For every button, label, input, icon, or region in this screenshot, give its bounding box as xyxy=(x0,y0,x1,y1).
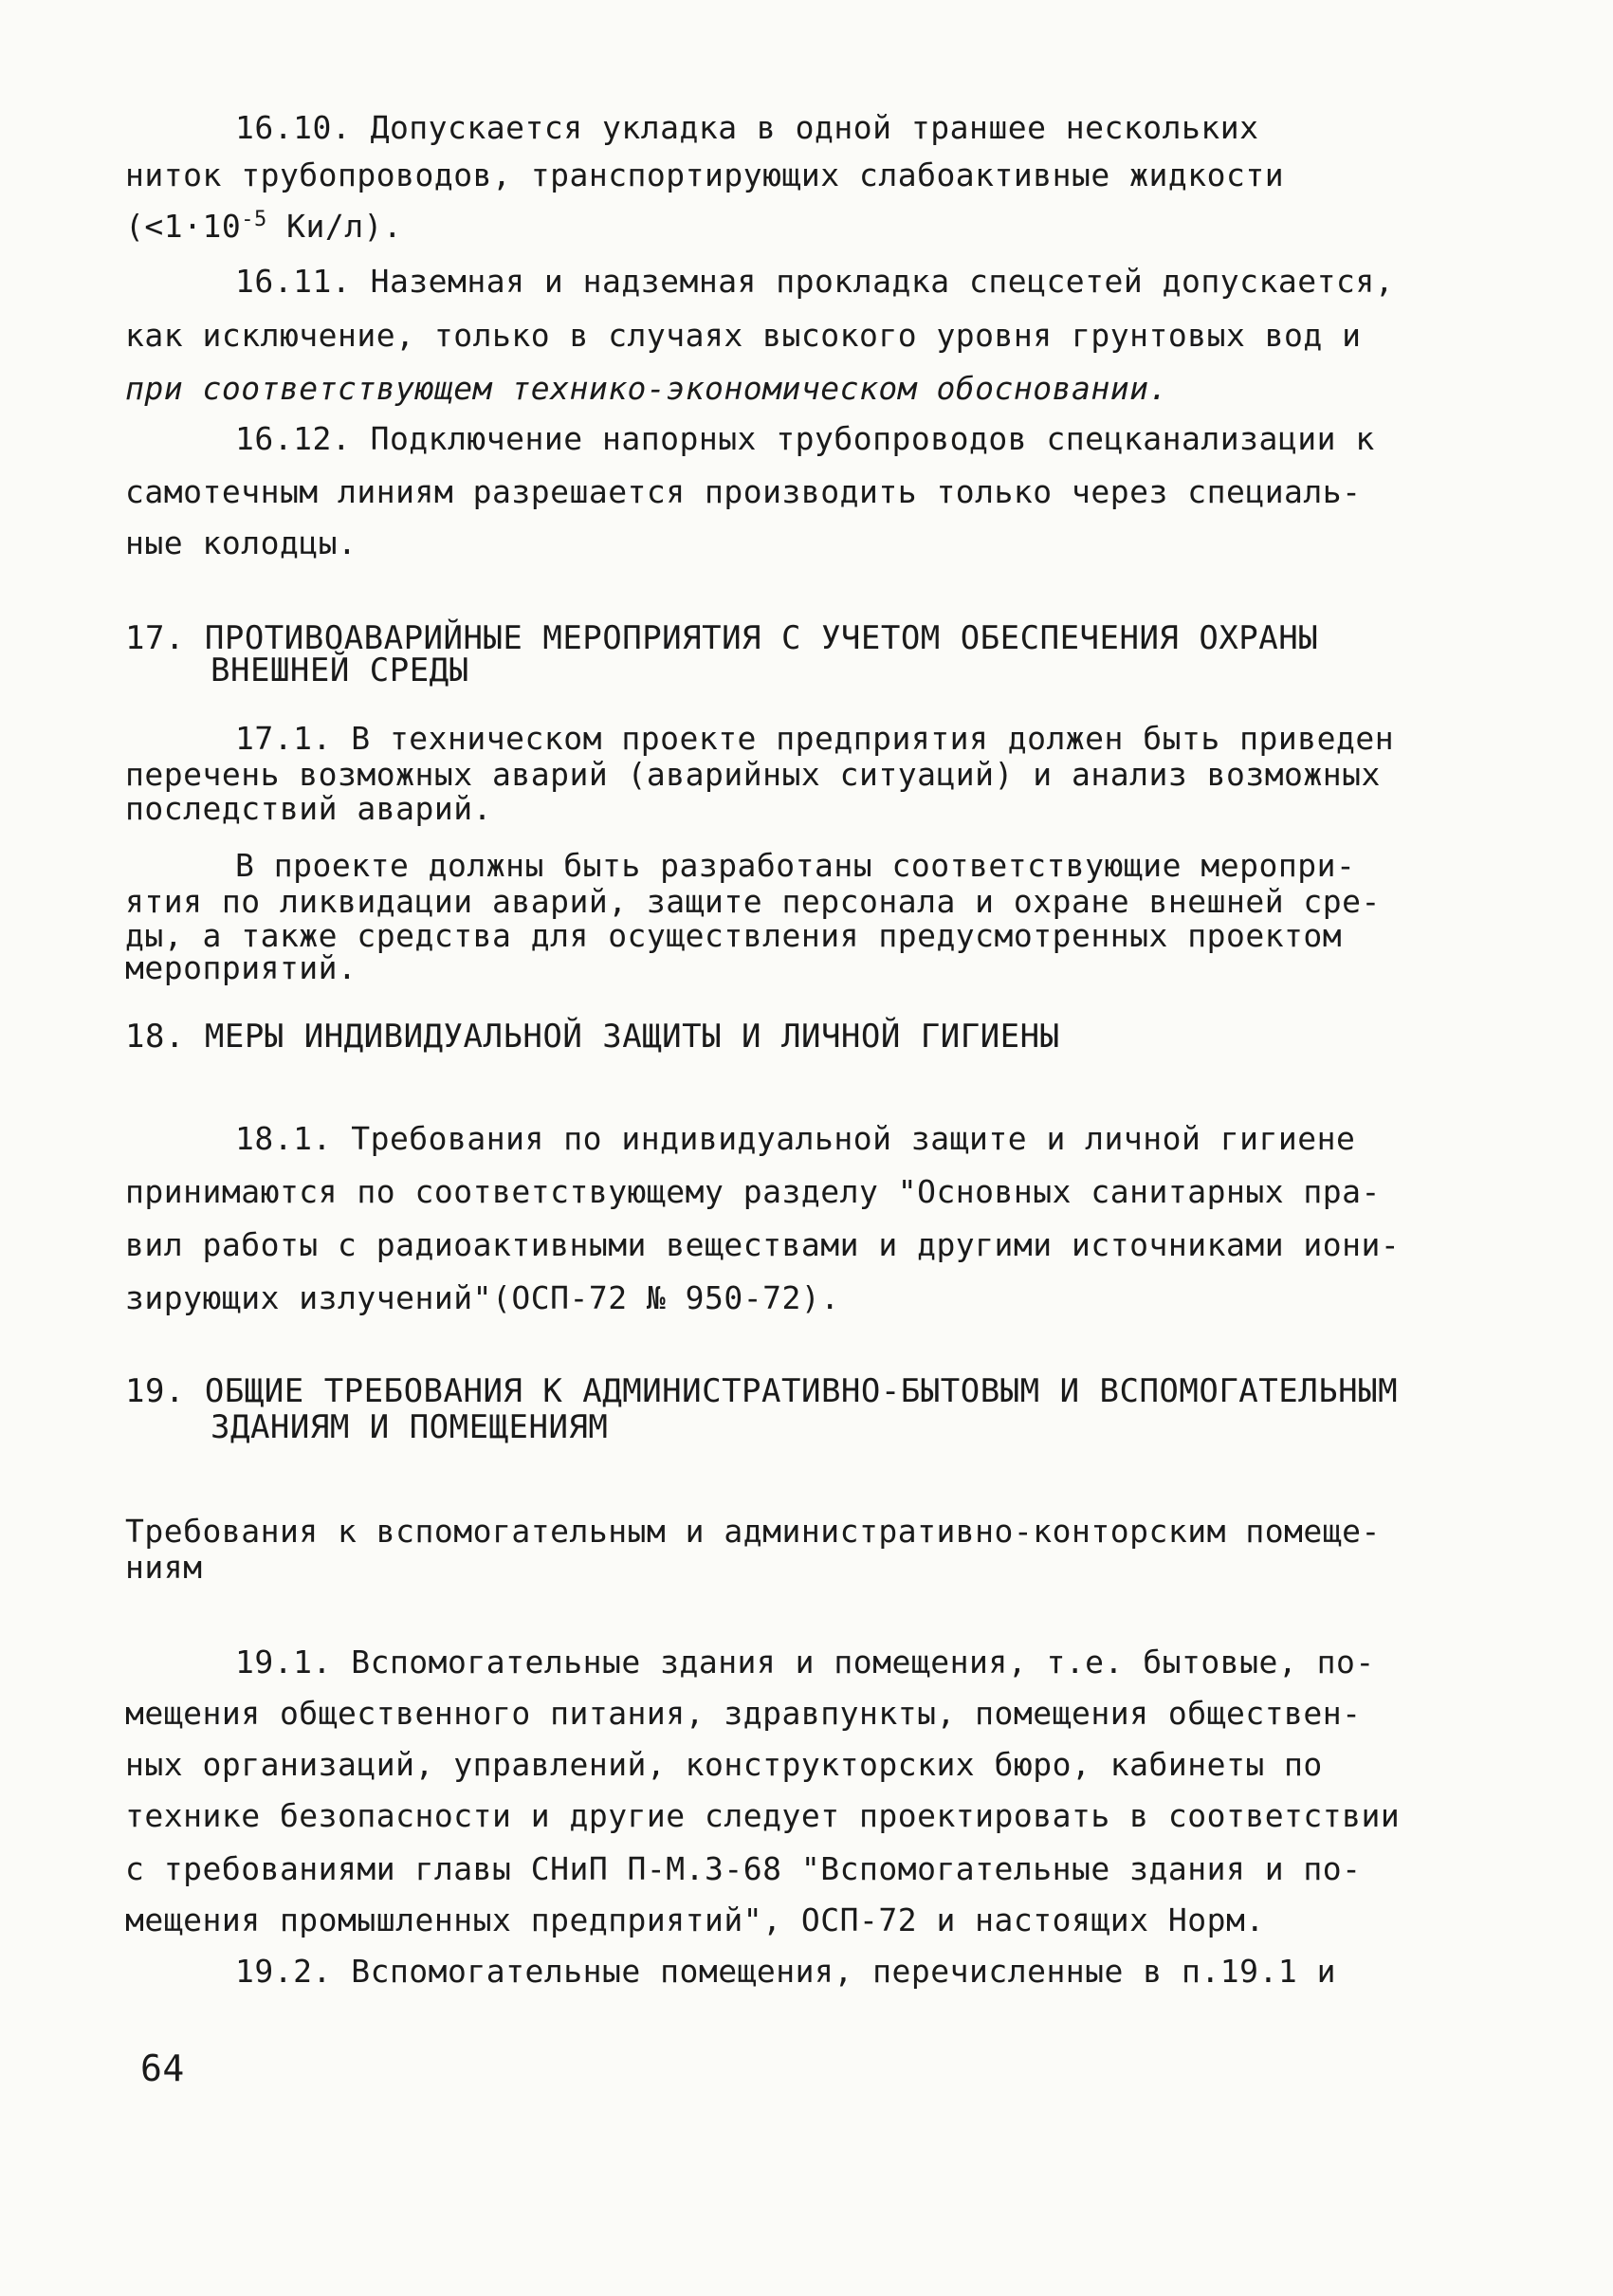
section-19-subheading-line-1: Требования к вспомогательным и административно-конторским помеще- xyxy=(125,1513,1381,1550)
para-16-10-line-1: 16.10. Допускается укладка в одной траншее нескольких xyxy=(235,109,1259,146)
para-16-10-line-2: ниток трубопроводов, транспортирующих слабоактивные жидкости xyxy=(125,156,1285,193)
section-17-heading-line-2: ВНЕШНЕЙ СРЕДЫ xyxy=(211,652,469,689)
para-16-12-line-3: ные колодцы. xyxy=(125,524,357,561)
para-19-1-line-1: 19.1. Вспомогательные здания и помещения, т.е. бытовые, по- xyxy=(235,1644,1375,1681)
para-17-1-line-1: 17.1. В техническом проекте предприятия должен быть приведен xyxy=(235,720,1395,757)
para-19-1-line-2: мещения общественного питания, здравпункты, помещения обществен- xyxy=(125,1695,1362,1732)
section-19-heading-line-1: 19. ОБЩИЕ ТРЕБОВАНИЯ К АДМИНИСТРАТИВНО-БЫТОВЫМ И ВСПОМОГАТЕЛЬНЫМ xyxy=(125,1372,1399,1410)
para-17-1b-line-4: мероприятий. xyxy=(125,949,357,986)
para-16-11-line-1: 16.11. Наземная и надземная прокладка спецсетей допускается, xyxy=(235,263,1395,300)
para-17-1b-line-2: ятия по ликвидации аварий, защите персонала и охране внешней сре- xyxy=(125,883,1381,920)
para-19-2-line-1: 19.2. Вспомогательные помещения, перечисленные в п.19.1 и xyxy=(235,1953,1336,1990)
para-19-1-line-5: с требованиями главы СНиП П-М.3-68 "Вспомогательные здания и по- xyxy=(125,1850,1362,1887)
page-number: 64 xyxy=(140,2048,185,2089)
para-18-1-line-1: 18.1. Требования по индивидуальной защите и личной гигиене xyxy=(235,1120,1356,1157)
para-16-12-line-1: 16.12. Подключение напорных трубопроводов спецканализации к xyxy=(235,420,1375,457)
para-16-12-line-2: самотечным линиям разрешается производить только через специаль- xyxy=(125,473,1362,510)
formula-base: (<1·10 xyxy=(125,208,242,245)
section-17-heading-line-1: 17. ПРОТИВОАВАРИЙНЫЕ МЕРОПРИЯТИЯ С УЧЕТОМ ОБЕСПЕЧЕНИЯ ОХРАНЫ xyxy=(125,619,1319,657)
para-16-11-line-2: как исключение, только в случаях высокого уровня грунтовых вод и xyxy=(125,317,1362,354)
para-18-1-line-4: зирующих излучений"(ОСП-72 № 950-72). xyxy=(125,1279,840,1316)
para-17-1-line-2: перечень возможных аварий (аварийных ситуаций) и анализ возможных xyxy=(125,756,1381,793)
para-19-1-line-3: ных организаций, управлений, конструкторских бюро, кабинеты по xyxy=(125,1746,1323,1783)
para-18-1-line-3: вил работы с радиоактивными веществами и другими источниками иони- xyxy=(125,1226,1401,1263)
para-17-1b-line-1: В проекте должны быть разработаны соответствующие меропри- xyxy=(235,847,1356,884)
section-18-heading: 18. МЕРЫ ИНДИВИДУАЛЬНОЙ ЗАЩИТЫ И ЛИЧНОЙ ГИГИЕНЫ xyxy=(125,1018,1060,1056)
para-18-1-line-2: принимаются по соответствующему разделу "Основных санитарных пра- xyxy=(125,1173,1381,1210)
para-17-1-line-3: последствий аварий. xyxy=(125,790,492,827)
section-19-heading-line-2: ЗДАНИЯМ И ПОМЕЩЕНИЯМ xyxy=(211,1408,609,1446)
para-19-1-line-6: мещения промышленных предприятий", ОСП-72 и настоящих Норм. xyxy=(125,1901,1265,1938)
section-19-subheading-line-2: ниям xyxy=(125,1549,203,1586)
para-17-1b-line-3: ды, а также средства для осуществления предусмотренных проектом xyxy=(125,917,1343,954)
formula-unit: Ки/л). xyxy=(266,208,403,245)
para-19-1-line-4: технике безопасности и другие следует проектировать в соответствии xyxy=(125,1797,1401,1834)
formula-exponent: -5 xyxy=(241,208,267,231)
para-16-11-line-3: при соответствующем технико-экономическом обосновании. xyxy=(125,370,1168,407)
para-16-10-line-3 xyxy=(125,208,403,245)
